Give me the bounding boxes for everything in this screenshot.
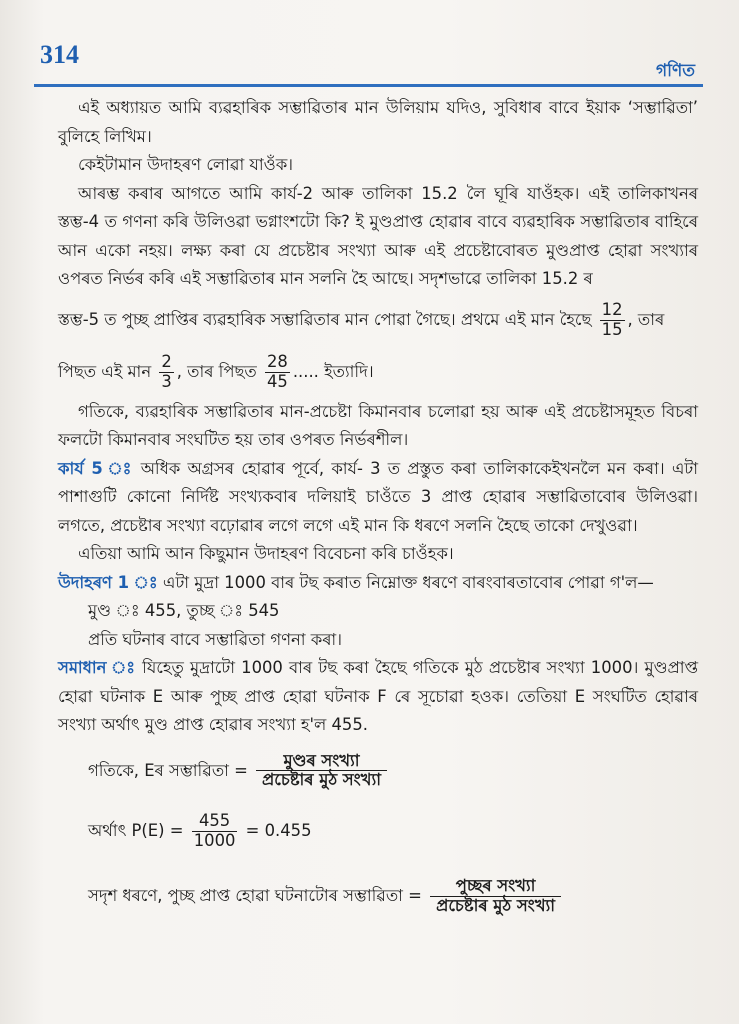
- fraction-numerator: পুচ্ছৰ সংখ্যা: [430, 877, 561, 897]
- example-question: প্ৰতি ঘটনাৰ বাবে সম্ভাৱিতা গণনা কৰা।: [88, 629, 343, 649]
- subject-title: গণিত: [655, 61, 695, 81]
- fraction-denominator: প্ৰচেষ্টাৰ মুঠ সংখ্যা: [262, 770, 381, 790]
- equation-left: অৰ্থাৎ P(E) =: [88, 821, 184, 841]
- example-1: [58, 569, 698, 598]
- page-number: 314: [40, 40, 79, 69]
- fraction-numerator: 28: [266, 351, 288, 371]
- solution: [58, 654, 698, 740]
- solution-label: সমাধান ঃ: [58, 658, 136, 677]
- activity-label: কাৰ্য 5 ঃ: [58, 458, 134, 478]
- table-reference-paragraph: আৰম্ভ কৰাৰ আগতে আমি কাৰ্য-2 আৰু তালিকা 15.2 লৈ ঘূৰি যাওঁহক। এই তালিকাখনৰ স্তম্ভ-4 ত গণনা কৰি উলিওৱা ভগ্নাংশটো কি? ই মুণ্ডপ্ৰাপ্ত হোৱাৰ বাবে ব্যৱহাৰিক সম্ভাৱিতাৰ বাহিৰে আন একো নহয়। লক্ষ্য কৰা যে প্ৰচেষ্টাৰ সংখ্যা আৰু এই প্ৰচেষ্টাবোৰত মুণ্ডপ্ৰাপ্ত হোৱা সংখ্যাৰ ওপৰত নিৰ্ভৰ কৰি এই সম্ভাৱিতাৰ মান সলনি হৈ আছে। সদৃশভাৱে তালিকা 15.2 ৰ: [58, 183, 698, 288]
- fraction-455-1000: [192, 812, 238, 851]
- example-label: উদাহৰণ 1 ঃ: [58, 572, 158, 592]
- fraction-numerator: 455: [192, 812, 238, 832]
- equation-p-e-value: [58, 812, 698, 851]
- fraction-numerator: 2: [161, 351, 172, 371]
- examples-intro: কেইটামান উদাহৰণ লোৱা যাওঁক।: [78, 155, 294, 174]
- fraction-denominator: 3: [161, 371, 172, 391]
- sequence-text-end: ..... ইত্যাদি।: [292, 361, 374, 381]
- equation-probability-tails: [58, 877, 698, 916]
- column-5-text-end: , তাৰ: [627, 309, 665, 329]
- sequence-text-start: পিছত এই মান: [58, 361, 152, 381]
- fraction-tails-over-trials: [430, 877, 561, 916]
- fraction-sequence-line: [58, 346, 698, 398]
- example-values: মুণ্ড ঃ 455, তুচ্ছ ঃ 545: [88, 601, 280, 620]
- fraction-denominator: 15: [601, 319, 623, 339]
- equation-left: সদৃশ ধৰণে, পুচ্ছ প্ৰাপ্ত হোৱা ঘটনাটোৰ সম্ভাৱিতা =: [88, 885, 422, 905]
- solution-text: যিহেতু মুদ্ৰাটো 1000 বাৰ টছ কৰা হৈছে গতিকে মুঠ প্ৰচেষ্টাৰ সংখ্যা 1000। মুণ্ডপ্ৰাপ্ত হোৱা ঘটনাক E আৰু পুচ্ছ প্ৰাপ্ত হোৱা ঘটনাক F ৰে সূচোৱা হওক। তেতিয়া E সংঘটিত হোৱাৰ সংখ্যা অৰ্থাৎ মুণ্ড প্ৰাপ্ত হোৱাৰ সংখ্যা হ'ল 455.: [58, 658, 699, 734]
- fraction-denominator: 45: [266, 371, 288, 391]
- next-examples-paragraph: এতিয়া আমি আন কিছুমান উদাহৰণ বিবেচনা কৰি চাওঁহক।: [78, 544, 454, 563]
- equation-left: গতিকে, Eৰ সম্ভাৱিতা =: [88, 760, 248, 780]
- fraction-28-45: [265, 353, 290, 392]
- equation-result: = 0.455: [245, 821, 312, 841]
- fraction-2-3: [159, 353, 173, 392]
- activity-5: [58, 455, 698, 541]
- fraction-12-15: [600, 301, 625, 340]
- header-divider: [34, 84, 703, 87]
- fraction-heads-over-trials: [256, 752, 387, 791]
- fraction-numerator: 12: [601, 299, 623, 319]
- column-5-text: স্তম্ভ-5 ত পুচ্ছ প্ৰাপ্তিৰ ব্যৱহাৰিক সম্ভাৱিতাৰ মান পোৱা গৈছে। প্ৰথমে এই মান হৈছে: [58, 309, 592, 329]
- fraction-numerator: মুণ্ডৰ সংখ্যা: [256, 752, 387, 772]
- fraction-denominator: 1000: [193, 831, 236, 851]
- equation-probability-e: [58, 752, 698, 791]
- intro-paragraph: এই অধ্যায়ত আমি ব্যৱহাৰিক সম্ভাৱিতাৰ মান উলিয়াম যদিও, সুবিধাৰ বাবে ইয়াক ‘সম্ভাৱিতা’ বুলিহে লিখিম।: [58, 98, 698, 146]
- column-5-line: [58, 294, 698, 346]
- fraction-denominator: প্ৰচেষ্টাৰ মুঠ সংখ্যা: [436, 895, 556, 915]
- dependence-paragraph: গতিকে, ব্যৱহাৰিক সম্ভাৱিতাৰ মান-প্ৰচেষ্টা কিমানবাৰ চলোৱা হয় আৰু এই প্ৰচেষ্টাসমূহত বিচৰা ফলটো কিমানবাৰ সংঘটিত হয় তাৰ ওপৰত নিৰ্ভৰশীল।: [58, 401, 698, 449]
- sequence-text-mid: , তাৰ পিছত: [176, 361, 257, 381]
- example-text: এটা মুদ্ৰা 1000 বাৰ টছ কৰাত নিম্নোক্ত ধৰণে বাৰংবাৰতাবোৰ পোৱা গ'ল—: [162, 572, 654, 592]
- page-content: [58, 94, 698, 916]
- activity-text: অধিক অগ্ৰসৰ হোৱাৰ পূৰ্বে, কাৰ্য- 3 ত প্ৰস্তুত কৰা তালিকাকেইখনলৈ মন কৰা। এটা পাশাগুটি কোনো নিৰ্দিষ্ট সংখ্যকবাৰ দলিয়াই চাওঁতে 3 প্ৰাপ্ত হোৱাৰ সম্ভাৱিতাবোৰ উলিওৱা। লগতে, প্ৰচেষ্টাৰ সংখ্যা বঢ়োৱাৰ লগে লগে এই মান কি ধৰণে সলনি হৈছে তাকো দেখুওৱা।: [58, 458, 698, 535]
